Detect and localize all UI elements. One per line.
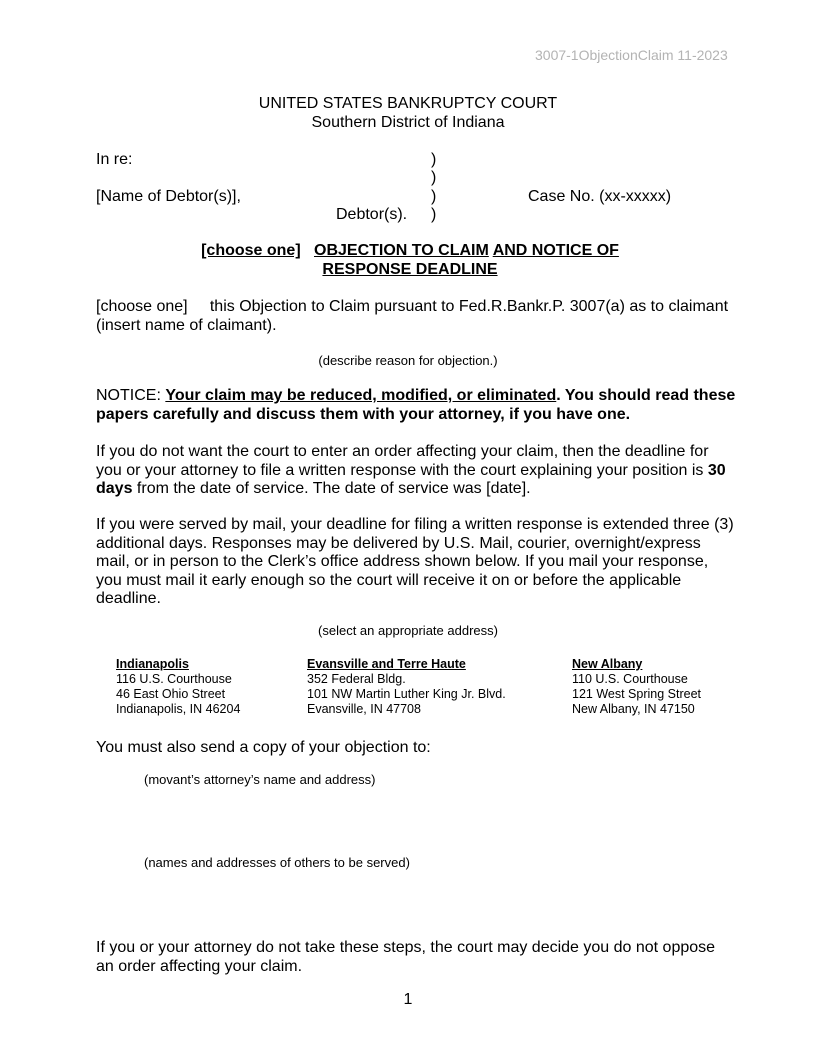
deadline-paragraph: [96, 443, 736, 499]
address-note: (select an appropriate address): [318, 623, 498, 638]
court-name: UNITED STATES BANKRUPTCY COURT: [258, 95, 558, 112]
address-new-albany: [572, 657, 701, 717]
intro-paragraph: [96, 298, 736, 335]
address-line: Indianapolis, IN 46204: [116, 702, 241, 716]
notice-label: NOTICE:: [96, 387, 166, 404]
address-city: Evansville and Terre Haute: [307, 657, 466, 671]
address-line: 352 Federal Bldg.: [307, 672, 406, 686]
court-heading: [0, 95, 816, 132]
deadline-part2: from the date of service. The date of service was [date].: [132, 480, 531, 497]
address-line: 121 West Spring Street: [572, 687, 702, 701]
caption-paren: ): [431, 151, 437, 168]
reason-note: (describe reason for objection.): [318, 353, 498, 368]
address-line: 116 U.S. Courthouse: [116, 672, 232, 686]
title-choose-one: [choose one]: [201, 242, 301, 259]
copy-instruction: You must also send a copy of your objection to:: [96, 739, 431, 756]
intro-choose-one: [choose one]: [96, 298, 188, 315]
address-evansville: [307, 657, 506, 717]
caption-paren: ): [431, 188, 437, 205]
case-number: Case No. (xx-xxxxx): [528, 188, 672, 205]
intro-text: this Objection to Claim pursuant to Fed.R.Bankr.P. 3007(a) as to claimant (insert name of claimant).: [96, 298, 729, 334]
title-objection: OBJECTION TO CLAIM: [314, 242, 489, 259]
page-number: 1: [403, 991, 413, 1008]
address-line: 110 U.S. Courthouse: [572, 672, 688, 686]
debtor-name: [Name of Debtor(s)],: [96, 188, 241, 205]
title-notice-of: AND NOTICE OF: [492, 242, 619, 259]
address-line: 46 East Ohio Street: [116, 687, 226, 701]
mail-paragraph: If you were served by mail, your deadline for filing a written response is extended three (3) additional days. Responses may be delivered by U.S. Mail, courier, overnight/express mail, or in person to the Clerk’s office address shown below. If you mail your response, you must mail it early enough so the court will receive it on or before the applicable deadline.: [96, 516, 734, 607]
notice-paragraph: [96, 387, 736, 424]
address-indianapolis: [116, 657, 240, 717]
document-title: [180, 242, 640, 279]
deadline-days: 30 days: [96, 461, 726, 497]
address-line: New Albany, IN 47150: [572, 702, 695, 716]
address-line: Evansville, IN 47708: [307, 702, 421, 716]
closing-paragraph: If you or your attorney do not take these steps, the court may decide you do not oppose an order affecting your claim.: [96, 939, 716, 975]
claim-warning: Your claim may be reduced, modified, or eliminated: [165, 387, 557, 404]
notice-rest: . You should read these papers carefully and discuss them with your attorney, if you have one.: [96, 387, 736, 423]
caption-paren: ): [431, 206, 437, 223]
deadline-part1: If you do not want the court to enter an order affecting your claim, then the deadline for you or your attorney to file a written response with the court explaining your position is: [96, 443, 709, 479]
others-note: (names and addresses of others to be served): [144, 855, 410, 870]
address-city: Indianapolis: [116, 657, 189, 671]
form-code: 3007-1ObjectionClaim 11-2023: [535, 47, 728, 63]
court-district: Southern District of Indiana: [311, 113, 505, 131]
movant-note: (movant’s attorney’s name and address): [144, 772, 376, 787]
in-re-label: In re:: [96, 151, 133, 168]
title-response-deadline: RESPONSE DEADLINE: [322, 260, 498, 278]
address-line: 101 NW Martin Luther King Jr. Blvd.: [307, 687, 506, 701]
address-city: New Albany: [572, 657, 643, 671]
caption-paren: ): [431, 169, 437, 186]
debtor-label: Debtor(s).: [336, 206, 408, 223]
